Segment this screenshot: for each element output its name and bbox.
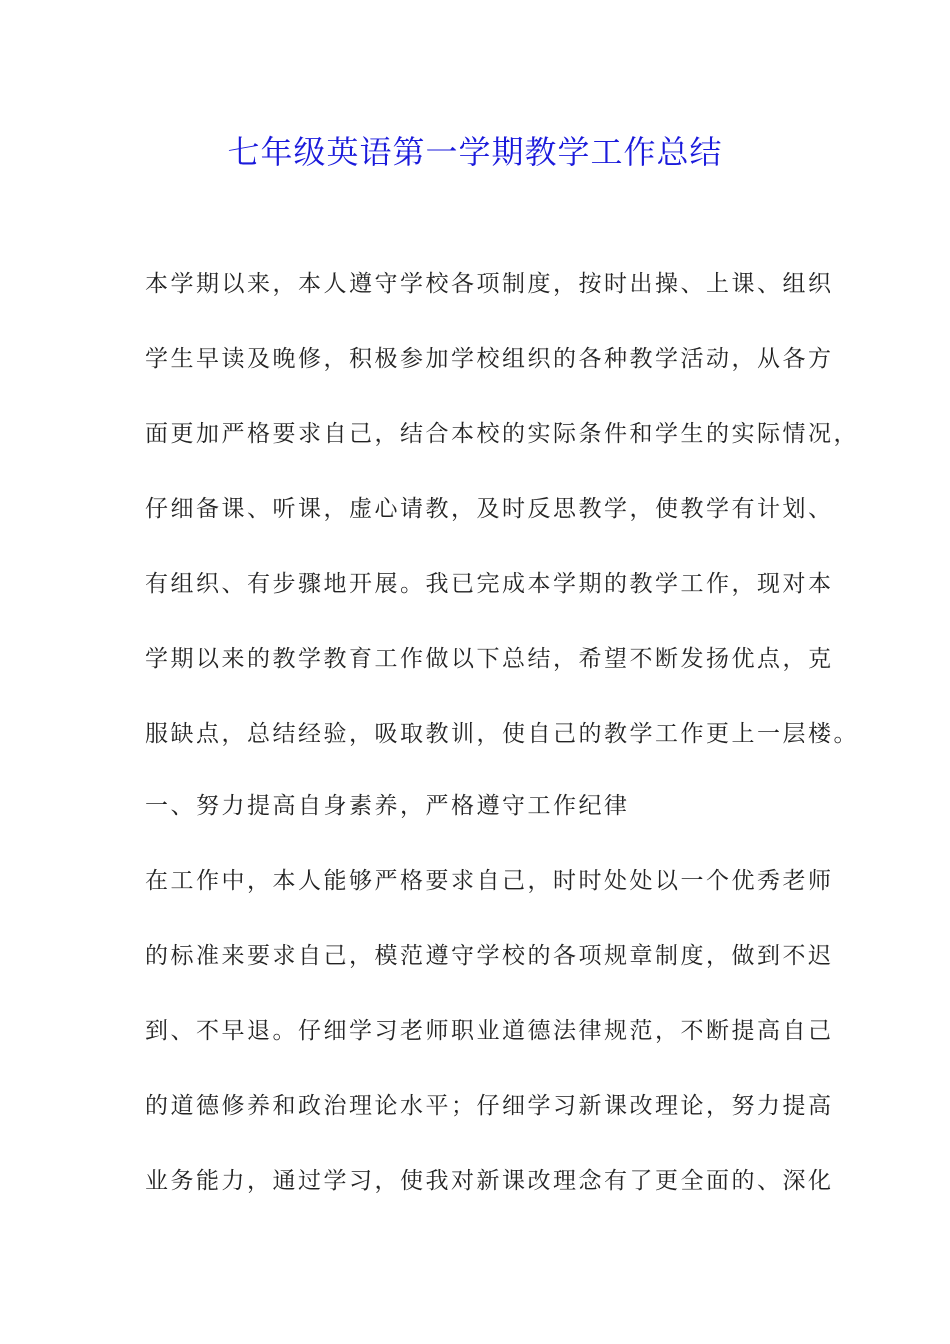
- paragraph-line: 有组织、有步骤地开展。我已完成本学期的教学工作，现对本: [145, 571, 834, 597]
- paragraph-line: 本学期以来，本人遵守学校各项制度，按时出操、上课、组织: [145, 271, 834, 297]
- paragraph-line: 学生早读及晚修，积极参加学校组织的各种教学活动，从各方: [145, 346, 834, 372]
- paragraph-line: 的道德修养和政治理论水平；仔细学习新课改理论，努力提高: [145, 1093, 834, 1119]
- paragraph-line: 面更加严格要求自己，结合本校的实际条件和学生的实际情况，: [145, 421, 859, 447]
- section-heading: 一、努力提高自身素养，严格遵守工作纪律: [145, 793, 630, 819]
- paragraph-line: 业务能力，通过学习，使我对新课改理念有了更全面的、深化: [145, 1168, 834, 1194]
- paragraph-line: 学期以来的教学教育工作做以下总结，希望不断发扬优点，克: [145, 646, 834, 672]
- document-title: 七年级英语第一学期教学工作总结: [227, 133, 723, 171]
- paragraph-line: 在工作中，本人能够严格要求自己，时时处处以一个优秀老师: [145, 868, 834, 894]
- paragraph-line: 仔细备课、听课，虚心请教，及时反思教学，使教学有计划、: [145, 496, 834, 522]
- paragraph-line: 到、不早退。仔细学习老师职业道德法律规范，不断提高自己: [145, 1018, 834, 1044]
- paragraph-line: 的标准来要求自己，模范遵守学校的各项规章制度，做到不迟: [145, 943, 834, 969]
- paragraph-line: 服缺点，总结经验，吸取教训，使自己的教学工作更上一层楼。: [145, 721, 859, 747]
